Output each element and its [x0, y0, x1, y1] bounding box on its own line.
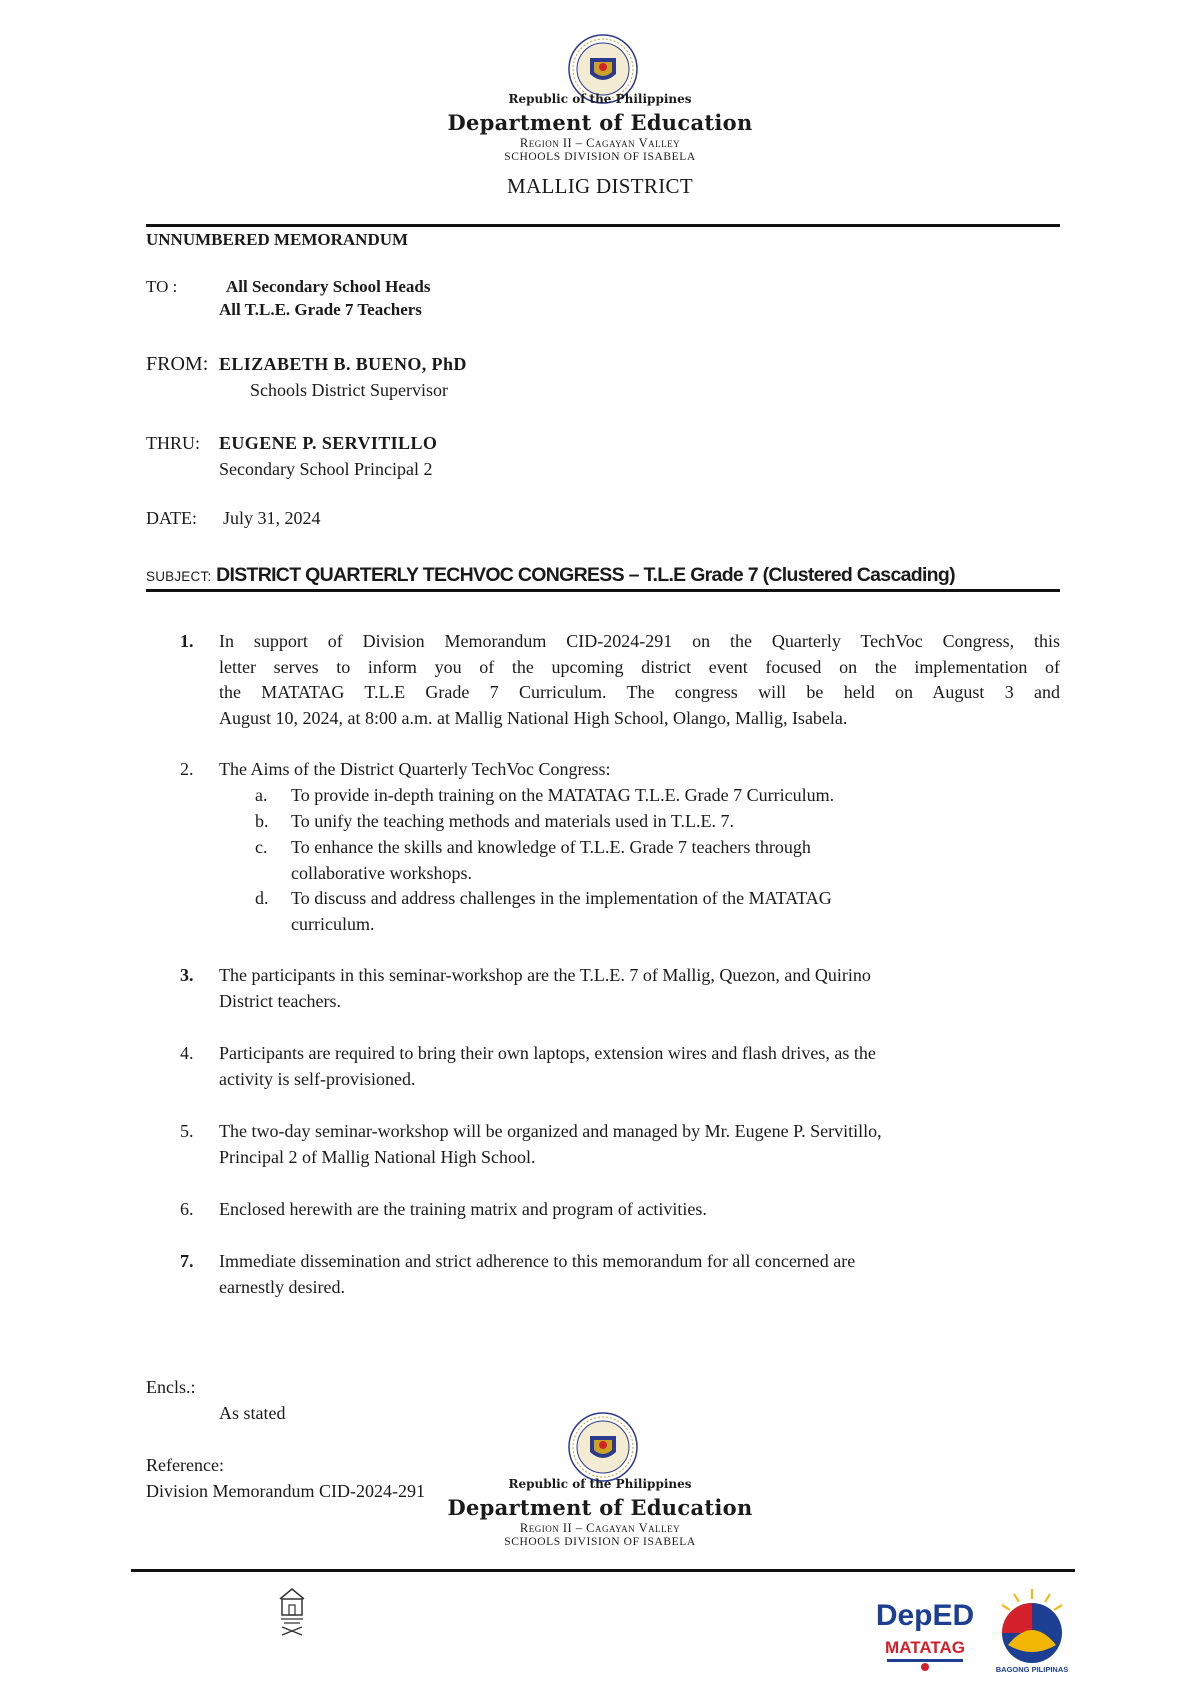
header-region: Region II – Cagayan Valley: [519, 136, 681, 150]
paragraph-5-line: The two-day seminar-workshop will be organized and managed by Mr. Eugene P. Servitillo,: [219, 1121, 882, 1141]
matatag-word: MATATAG: [885, 1638, 965, 1657]
header-division: SCHOOLS DIVISION OF ISABELA: [504, 151, 696, 163]
aim-c-line: To enhance the skills and knowledge of T.L.E. Grade 7 teachers through: [291, 837, 811, 857]
footer-republic: Republic of the Philippines: [508, 1477, 692, 1491]
aim-c-text: [291, 835, 1011, 886]
school-building-icon: [278, 1587, 306, 1639]
footer-divider: [131, 1569, 1075, 1572]
deped-word: DepED: [875, 1599, 975, 1632]
header-department: Department of Education: [447, 110, 753, 135]
to-recipient-1: All Secondary School Heads: [226, 277, 431, 296]
from-title: Schools District Supervisor: [250, 380, 448, 400]
deped-matatag-logo: [875, 1583, 975, 1675]
date-label: DATE:: [146, 508, 197, 528]
footer-seal-icon: [568, 1412, 638, 1482]
from-label: FROM:: [146, 353, 209, 375]
header-republic: Republic of the Philippines: [508, 92, 692, 106]
aim-d-text: [291, 886, 1011, 937]
to-recipient-2: All T.L.E. Grade 7 Teachers: [219, 300, 422, 319]
thru-label: THRU:: [146, 433, 200, 453]
bagong-pilipinas-logo: [990, 1585, 1075, 1675]
paragraph-6-line: Enclosed herewith are the training matrix and program of activities.: [219, 1199, 707, 1219]
paragraph-7-number: 7.: [180, 1251, 194, 1271]
paragraph-3-number: 3.: [180, 965, 194, 985]
aim-a-text: To provide in-depth training on the MATATAG T.L.E. Grade 7 Curriculum.: [291, 785, 835, 805]
thru-title: Secondary School Principal 2: [219, 459, 433, 479]
date-value: July 31, 2024: [223, 508, 321, 528]
footer-department: Department of Education: [447, 1495, 753, 1520]
paragraph-3: [219, 963, 1060, 1014]
paragraph-5-line: Principal 2 of Mallig National High School.: [219, 1146, 536, 1167]
to-label: TO :: [146, 277, 178, 296]
aim-d-letter: d.: [255, 888, 269, 908]
subject-text: DISTRICT QUARTERLY TECHVOC CONGRESS – T.L.E Grade 7 (Clustered Cascading): [211, 564, 955, 586]
paragraph-3-line: The participants in this seminar-workshop are the T.L.E. 7 of Mallig, Quezon, and Quirino: [219, 965, 871, 985]
paragraph-7-line: Immediate dissemination and strict adherence to this memorandum for all concerned are: [219, 1251, 856, 1271]
reference-label: Reference:: [146, 1455, 224, 1475]
aim-b-letter: b.: [255, 811, 269, 831]
paragraph-1-number: 1.: [180, 631, 194, 651]
enclosures-value: As stated: [219, 1403, 286, 1423]
paragraph-5: [219, 1119, 1060, 1170]
footer-region: Region II – Cagayan Valley: [519, 1521, 681, 1535]
bagong-pilipinas-word: BAGONG PILIPINAS: [995, 1665, 1069, 1674]
aim-c-line: collaborative workshops.: [291, 862, 472, 883]
paragraph-4-line: Participants are required to bring their own laptops, extension wires and flash drives, as the: [219, 1043, 876, 1063]
paragraph-6: [219, 1197, 1060, 1223]
paragraph-6-number: 6.: [180, 1199, 194, 1219]
aim-a-letter: a.: [255, 785, 268, 805]
paragraph-4-line: activity is self-provisioned.: [219, 1068, 416, 1089]
enclosures-label: Encls.:: [146, 1377, 196, 1397]
header-district: MALLIG DISTRICT: [507, 174, 693, 198]
subject-line: [146, 564, 1060, 592]
from-name: ELIZABETH B. BUENO, PhD: [219, 354, 467, 374]
subject-label: SUBJECT:: [146, 569, 212, 584]
aim-d-line: curriculum.: [291, 913, 375, 934]
header-divider: [146, 224, 1060, 227]
paragraph-3-line: District teachers.: [219, 990, 341, 1011]
paragraph-2-intro: The Aims of the District Quarterly TechVoc Congress:: [219, 759, 611, 779]
aim-d-line: To discuss and address challenges in the implementation of the MATATAG: [291, 888, 832, 908]
reference-value: Division Memorandum CID-2024-291: [146, 1481, 425, 1501]
paragraph-7-line: earnestly desired.: [219, 1276, 345, 1297]
paragraph-7: [219, 1249, 1060, 1300]
paragraph-1-line: the MATATAG T.L.E Grade 7 Curriculum. The congress will be held on August 3 and: [219, 682, 1060, 702]
paragraph-1-line: In support of Division Memorandum CID-2024-291 on the Quarterly TechVoc Congress, this: [219, 631, 1060, 651]
paragraph-1: [219, 629, 1060, 731]
paragraph-4-number: 4.: [180, 1043, 194, 1063]
thru-name: EUGENE P. SERVITILLO: [219, 433, 438, 453]
memo-type: UNNUMBERED MEMORANDUM: [146, 230, 409, 249]
paragraph-2-number: 2.: [180, 759, 194, 779]
paragraph-1-line: letter serves to inform you of the upcoming district event focused on the implementation of: [219, 656, 1060, 677]
paragraph-5-number: 5.: [180, 1121, 194, 1141]
paragraph-4: [219, 1041, 1060, 1092]
aim-b-text: To unify the teaching methods and materials used in T.L.E. 7.: [291, 811, 734, 831]
footer-division: SCHOOLS DIVISION OF ISABELA: [504, 1536, 696, 1548]
aim-c-letter: c.: [255, 837, 268, 857]
paragraph-1-line: August 10, 2024, at 8:00 a.m. at Mallig National High School, Olango, Mallig, Isabela.: [219, 707, 848, 728]
